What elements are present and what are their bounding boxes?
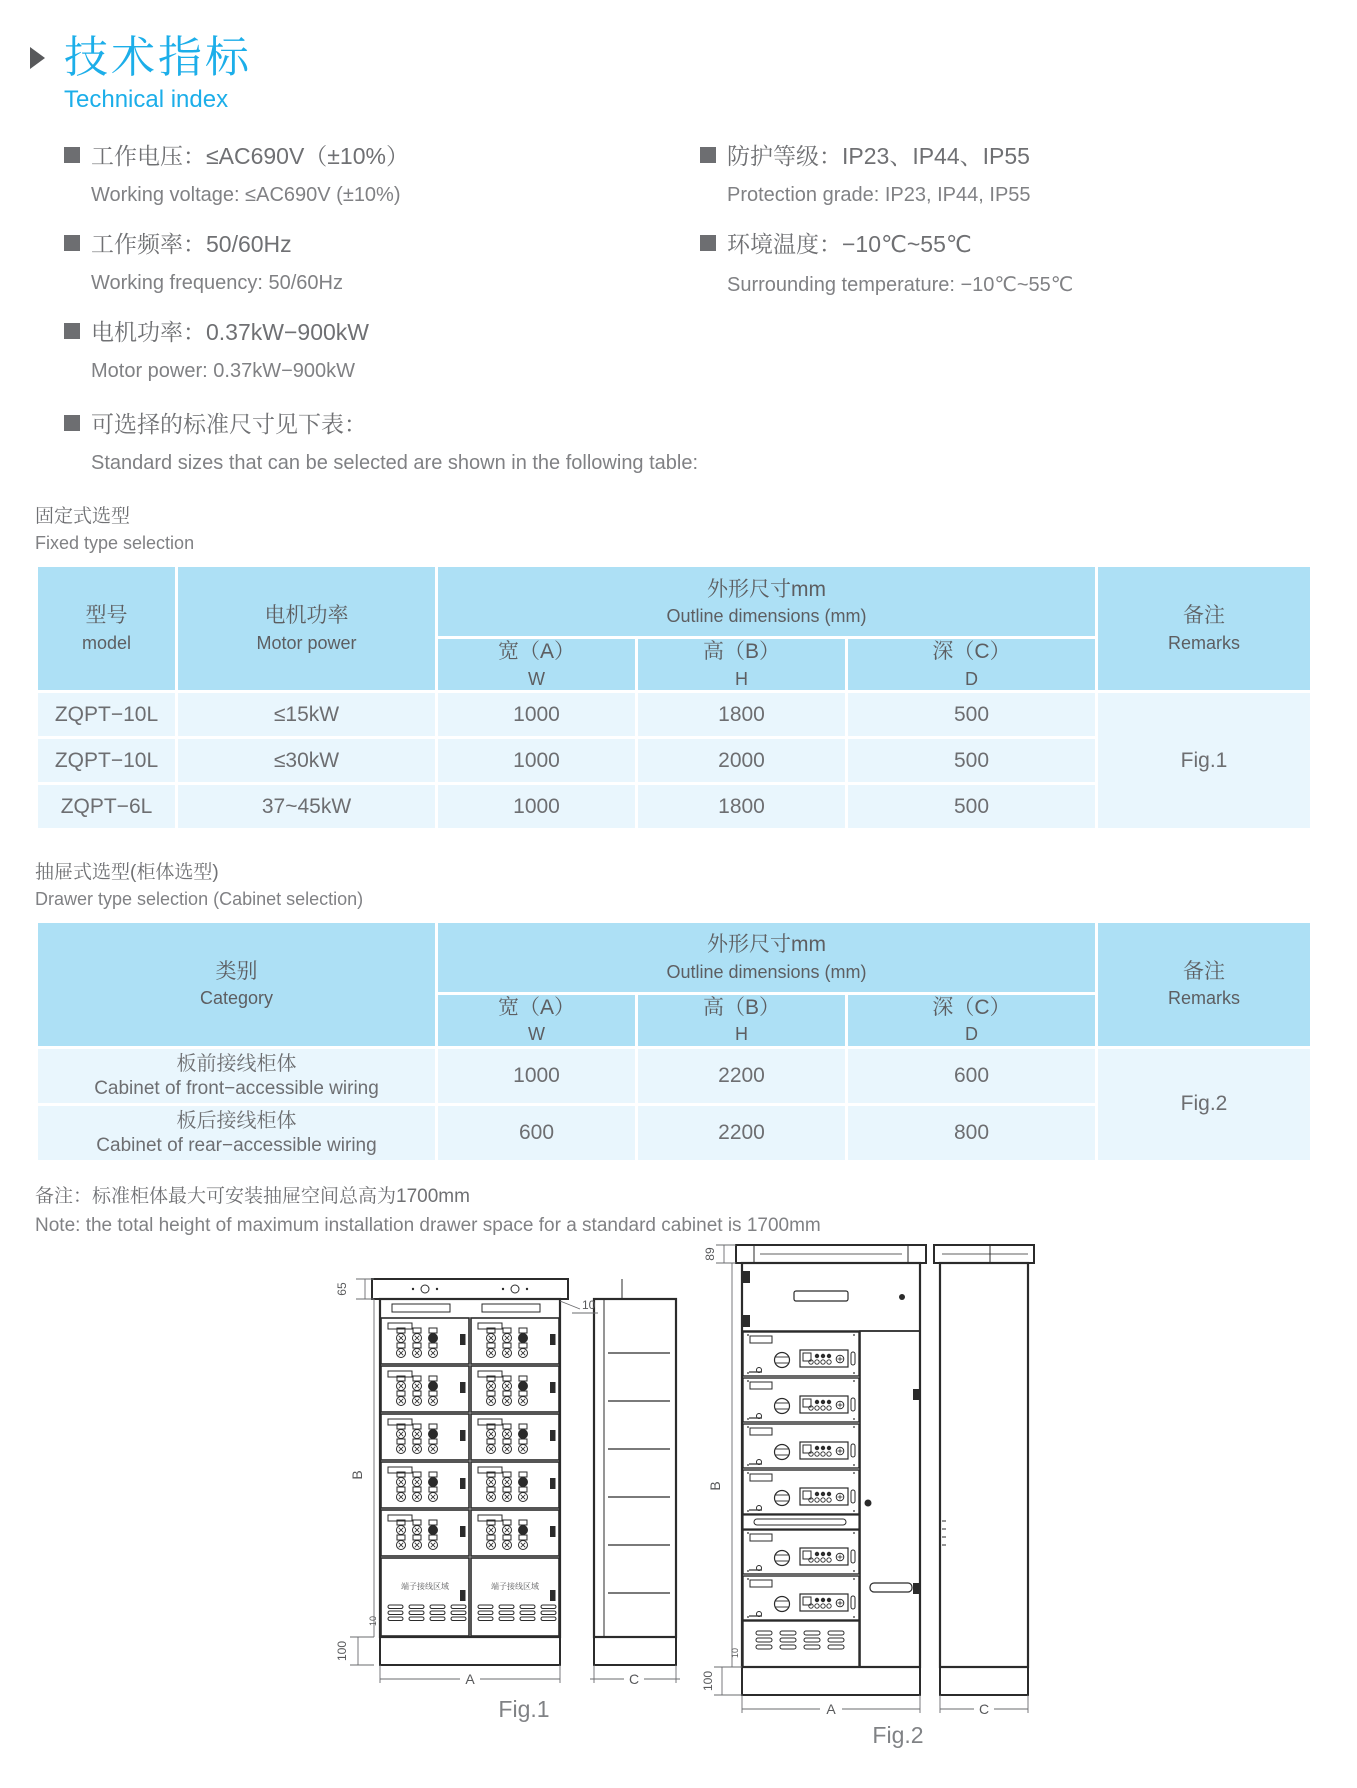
- dim-label-gap: 10: [368, 1615, 378, 1626]
- header-cn: 高（B）: [702, 996, 780, 1020]
- dim-label-base: 100: [335, 1640, 349, 1661]
- col-header-depth: [847, 994, 1097, 1048]
- bullet-square-icon: [64, 147, 80, 163]
- header-en: Outline dimensions (mm): [666, 605, 867, 626]
- drawer-table-section-title: [35, 857, 1357, 910]
- section-title-cn: 固定式选型: [35, 506, 131, 528]
- bottom-note: [35, 1181, 1357, 1237]
- dim-label-width-a: A: [465, 1670, 475, 1687]
- col-header-height: [637, 638, 847, 692]
- fixed-table-section-title: [35, 501, 1357, 554]
- section-title-cn: 抽屉式选型(柜体选型): [35, 862, 219, 884]
- fig1-side-view: [594, 1279, 676, 1665]
- fig2-side-view: [934, 1245, 1034, 1695]
- dim-label-cap-height: 65: [335, 1282, 349, 1296]
- category-en: Cabinet of front−accessible wiring: [94, 1077, 379, 1099]
- cell-height: 2200: [637, 1104, 847, 1161]
- header-en: Category: [199, 988, 274, 1009]
- cell-depth: 500: [847, 784, 1097, 830]
- spec-list: [64, 138, 1357, 402]
- page-header: [0, 0, 1357, 114]
- col-header-depth: [847, 638, 1097, 692]
- dim-label-height-b: B: [349, 1470, 365, 1480]
- table-row: [37, 692, 1312, 738]
- header-en: H: [735, 668, 748, 689]
- cell-height: 1800: [637, 692, 847, 738]
- col-header-outline-dims: [437, 922, 1097, 994]
- drawer-type-table: [35, 920, 1313, 1163]
- bottom-note-cn: 备注：标准柜体最大可安装抽屉空间总高为1700mm: [35, 1185, 470, 1207]
- cell-height: 1800: [637, 784, 847, 830]
- header-cn: 备注: [1183, 604, 1225, 628]
- col-header-category: [37, 922, 437, 1048]
- table-row: [37, 1047, 1312, 1104]
- spec-en-text: Working voltage: ≤AC690V (±10%): [91, 184, 401, 207]
- cell-width: 1000: [437, 784, 637, 830]
- col-header-outline-dims: [437, 566, 1097, 638]
- header-cn: 宽（A）: [497, 996, 575, 1020]
- header-en: W: [528, 668, 545, 689]
- cell-remark: Fig.1: [1097, 692, 1312, 830]
- header-cn: 高（B）: [702, 640, 780, 664]
- page-subtitle: Technical index: [64, 86, 229, 114]
- cell-remark: Fig.2: [1097, 1047, 1312, 1161]
- header-cn: 深（C）: [932, 640, 1011, 664]
- header-en: Remarks: [1167, 632, 1240, 653]
- cell-depth: 500: [847, 738, 1097, 784]
- cell-width: 1000: [437, 738, 637, 784]
- bullet-square-icon: [64, 323, 80, 339]
- cell-power: ≤30kW: [177, 738, 437, 784]
- spec-item-protection: [700, 138, 1357, 207]
- header-cn: 类别: [215, 960, 258, 984]
- bullet-square-icon: [64, 415, 80, 431]
- cell-power: 37~45kW: [177, 784, 437, 830]
- cell-model: ZQPT−6L: [37, 784, 177, 830]
- dim-label-base: 100: [701, 1670, 715, 1691]
- bullet-square-icon: [700, 147, 716, 163]
- fixed-type-table: [35, 564, 1313, 831]
- section-arrow-icon: [30, 47, 45, 69]
- header-en: D: [965, 1024, 978, 1045]
- dim-label-top-right: 10: [582, 1297, 596, 1312]
- spec-item-voltage: [64, 138, 700, 207]
- header-cn: 备注: [1183, 960, 1225, 984]
- cell-depth: 600: [847, 1047, 1097, 1104]
- col-header-width: [437, 638, 637, 692]
- header-en: D: [965, 668, 978, 689]
- header-en: model: [81, 632, 132, 653]
- cell-model: ZQPT−10L: [37, 692, 177, 738]
- col-header-remarks: [1097, 566, 1312, 692]
- cell-category: [37, 1104, 437, 1161]
- header-cn: 宽（A）: [497, 640, 575, 664]
- spec-item-motor-power: [64, 314, 700, 383]
- dim-label-height-b: B: [707, 1481, 723, 1491]
- spec-item-frequency: [64, 226, 700, 295]
- spec-item-table-note: [64, 406, 1357, 475]
- bottom-note-en: Note: the total height of maximum installation drawer space for a standard cabinet is 1700mm: [35, 1214, 821, 1236]
- bullet-square-icon: [700, 235, 716, 251]
- spec-item-temperature: [700, 226, 1357, 297]
- spec-cn-text: 工作频率：50/60Hz: [91, 231, 292, 258]
- header-en: Outline dimensions (mm): [666, 961, 867, 982]
- fig1-front-view: [372, 1279, 568, 1665]
- section-title-en: Fixed type selection: [35, 533, 195, 554]
- spec-cn-text: 可选择的标准尺寸见下表：: [91, 411, 367, 438]
- fig2-drawing: [702, 1231, 1062, 1751]
- col-header-model: [37, 566, 177, 692]
- spec-en-text: Surrounding temperature: −10℃~55℃: [727, 274, 1074, 297]
- spec-en-text: Working frequency: 50/60Hz: [91, 272, 343, 295]
- cell-width: 1000: [437, 692, 637, 738]
- header-cn: 外形尺寸mm: [707, 577, 826, 601]
- category-cn: 板前接线柜体: [176, 1052, 297, 1075]
- dim-label-gap: 10: [730, 1647, 740, 1658]
- spec-en-text: Motor power: 0.37kW−900kW: [91, 360, 355, 383]
- header-en: Motor power: [256, 632, 357, 653]
- spec-en-text: Protection grade: IP23, IP44, IP55: [727, 184, 1031, 207]
- dim-label-width-a: A: [826, 1700, 836, 1717]
- cell-depth: 500: [847, 692, 1097, 738]
- cell-height: 2000: [637, 738, 847, 784]
- section-title-en: Drawer type selection (Cabinet selection): [35, 889, 364, 910]
- cell-width: 600: [437, 1104, 637, 1161]
- fig1-caption: Fig.1: [498, 1695, 550, 1722]
- spec-en-text: Standard sizes that can be selected are shown in the following table:: [91, 452, 699, 475]
- header-en: Remarks: [1167, 988, 1240, 1009]
- bullet-square-icon: [64, 235, 80, 251]
- spec-cn-text: 环境温度：−10℃~55℃: [727, 231, 972, 258]
- category-cn: 板后接线柜体: [176, 1109, 297, 1132]
- header-cn: 外形尺寸mm: [707, 933, 826, 957]
- header-cn: 深（C）: [932, 996, 1011, 1020]
- col-header-height: [637, 994, 847, 1048]
- cell-width: 1000: [437, 1047, 637, 1104]
- figures-area: [0, 1243, 1357, 1788]
- spec-cn-text: 电机功率：0.37kW−900kW: [91, 319, 369, 346]
- spec-cn-text: 防护等级：IP23、IP44、IP55: [727, 143, 1030, 170]
- header-en: W: [528, 1024, 545, 1045]
- dim-label-cap-height: 89: [703, 1247, 717, 1261]
- col-header-width: [437, 994, 637, 1048]
- col-header-motor-power: [177, 566, 437, 692]
- fig2-caption: Fig.2: [872, 1721, 924, 1748]
- cell-power: ≤15kW: [177, 692, 437, 738]
- col-header-remarks: [1097, 922, 1312, 1048]
- header-cn: 型号: [85, 604, 128, 628]
- cell-height: 2200: [637, 1047, 847, 1104]
- cell-category: [37, 1047, 437, 1104]
- cell-depth: 800: [847, 1104, 1097, 1161]
- spec-cn-text: 工作电压：≤AC690V（±10%）: [91, 143, 409, 170]
- dim-label-depth-c: C: [978, 1700, 990, 1717]
- dim-label-depth-c: C: [628, 1670, 640, 1687]
- fig2-front-view: [736, 1245, 926, 1695]
- category-en: Cabinet of rear−accessible wiring: [96, 1134, 377, 1156]
- page-title: 技术指标: [64, 33, 252, 82]
- header-cn: 电机功率: [264, 604, 349, 628]
- fig1-drawing: 端子接线区域 65 10 B 10 100 A C Fig.1: [332, 1265, 712, 1725]
- header-en: H: [735, 1024, 748, 1045]
- cell-model: ZQPT−10L: [37, 738, 177, 784]
